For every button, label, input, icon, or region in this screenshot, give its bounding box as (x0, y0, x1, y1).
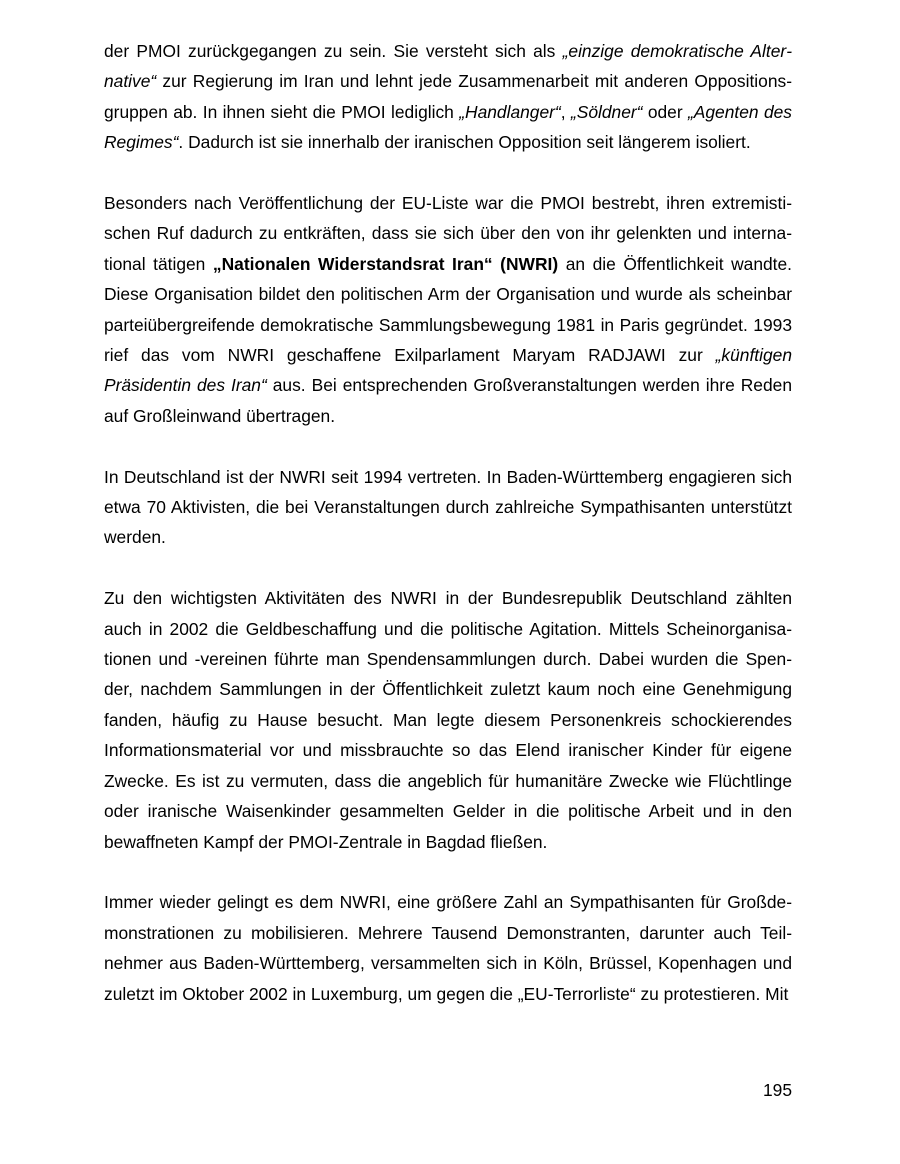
quote-soeldner: „Söldner“ (570, 101, 643, 122)
paragraph-demonstrations (104, 887, 792, 1009)
paragraph-spacer (104, 553, 792, 583)
text-segment: zur Regierung im Iran und lehnt jede Zusammenarbeit mit anderen Oppositionsgruppen ab. In ihnen sieht die PMOI lediglich (104, 71, 792, 122)
paragraph-spacer (104, 857, 792, 887)
text-segment: Zu den wichtigsten Aktivitäten des NWRI in der Bundesrepublik Deutschland zählten auch in 2002 die Geldbeschaffung und die politische Agitation. Mittels Scheinorganisationen und -vereinen führte man Spendensammlungen durch. Dabei wurden die Spender, nachdem Sammlungen in der Öffentlichkeit zuletzt kaum noch eine Genehmigung fanden, häufig zu Hause besucht. Man legte diesem Personenkreis schockierendes Informationsmaterial vor und missbrauchte so das Elend iranischer Kinder für eigene Zwecke. Es ist zu vermuten, dass die angeblich für humanitäre Zwecke wie Flüchtlinge oder iranische Waisenkinder gesammelten Gelder in die politische Arbeit und in den bewaffneten Kampf der PMOI-Zentrale in Bagdad fließen. (104, 588, 792, 852)
text-segment: der PMOI zurückgegangen zu sein. Sie versteht sich als (104, 41, 563, 61)
quote-kuenftige-praesidentin: „künftigen Präsidentin des Iran“ (104, 345, 792, 396)
text-segment: an die Öffentlichkeit wandte. Diese Organisation bildet den politischen Arm der Organisation und wurde als scheinbar parteiübergreifende demokratische Sammlungsbewegung 1981 in Paris gegründet. 1993 rief das vom NWRI geschaffene Exilparlament Maryam RADJAWI zur (104, 253, 793, 366)
paragraph-nwri-germany (104, 462, 792, 553)
term-nwri: „Nationalen Widerstandsrat Iran“ (NWRI) (212, 253, 559, 274)
paragraph-pmoi-isolation (104, 36, 792, 158)
text-segment: oder (642, 101, 688, 122)
quote-einzige-alternative: „einzige demokratische Alternative“ (104, 41, 792, 92)
text-segment: , (560, 101, 571, 122)
paragraph-nwri-founding (104, 188, 792, 431)
text-segment: . Dadurch ist sie innerhalb der iranischen Opposition seit längerem isoliert. (178, 132, 751, 153)
paragraph-spacer (104, 431, 792, 461)
paragraph-nwri-activities (104, 583, 792, 857)
text-segment: Besonders nach Veröffentlichung der EU-Liste war die PMOI bestrebt, ihren extremistischen Ruf dadurch zu entkräften, dass sie sich über den von ihr gelenkten und international tätigen (104, 193, 792, 274)
paragraph-spacer (104, 158, 792, 188)
quote-handlanger: „Handlanger“ (459, 101, 561, 122)
text-segment: Immer wieder gelingt es dem NWRI, eine größere Zahl an Sympathisanten für Großdemonstrationen zu mobilisieren. Mehrere Tausend Demonstranten, darunter auch Teilnehmer aus Baden-Württemberg, versammelten sich in Köln, Brüssel, Kopenhagen und zuletzt im Oktober 2002 in Luxemburg, um gegen die „EU-Terrorliste“ zu protestieren. Mit (104, 892, 792, 1004)
page-number: 195 (762, 1080, 792, 1100)
quote-agenten-des-regimes: „Agenten des Regimes“ (104, 101, 792, 153)
document-body (104, 36, 792, 1009)
text-segment: aus. Bei entsprechenden Großveranstaltungen werden ihre Reden auf Großleinwand übertragen. (104, 375, 792, 426)
text-segment: In Deutschland ist der NWRI seit 1994 vertreten. In Baden-Württemberg engagieren sich etwa 70 Aktivisten, die bei Veranstaltungen durch zahlreiche Sympathisanten unterstützt werden. (104, 466, 792, 548)
